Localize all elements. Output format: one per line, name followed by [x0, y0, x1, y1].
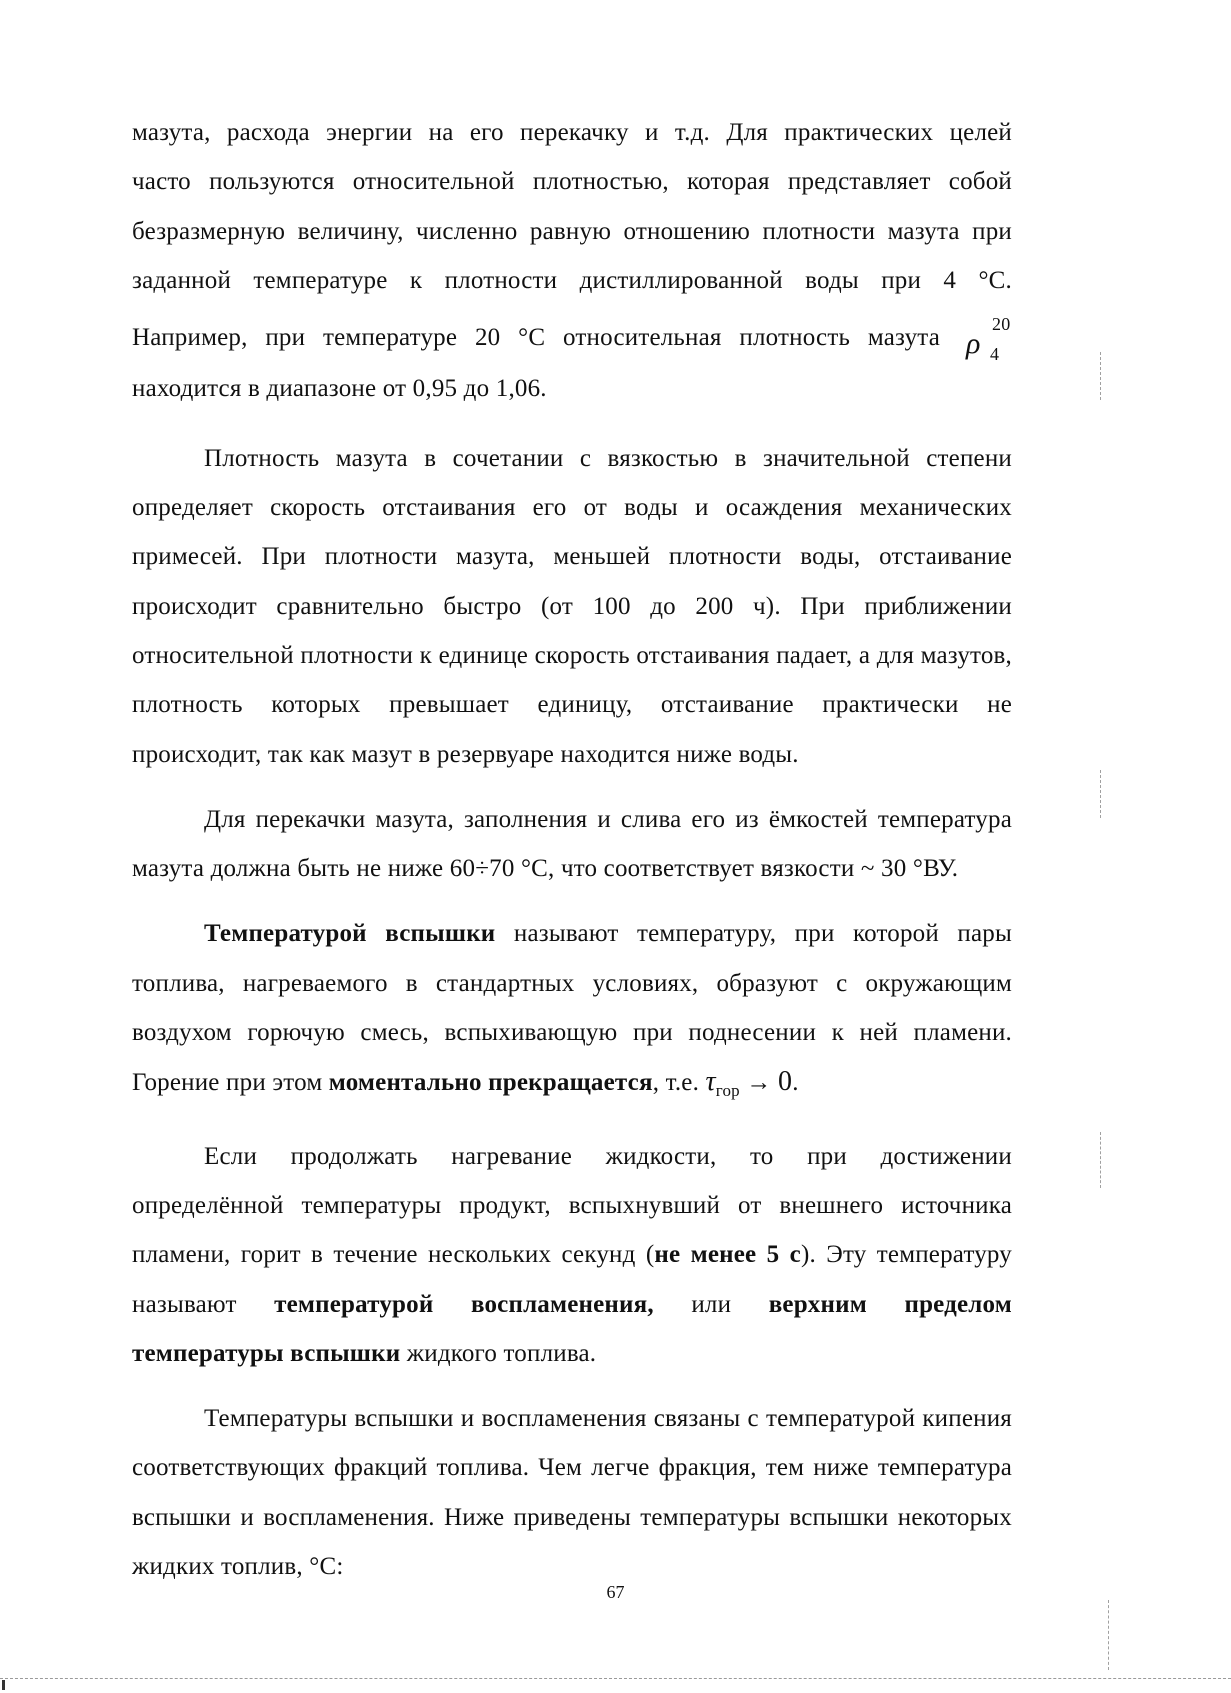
term-word: температурой: [274, 1290, 434, 1318]
term-flash-point: Температурой вспышки: [204, 920, 496, 948]
scan-artifact: [2, 1680, 5, 1690]
paragraph-ignition-point: [132, 1132, 1012, 1378]
term-word: воспламенения,: [470, 1290, 654, 1318]
text-line: часто пользуются относительной плотностью, которая представляет собой: [132, 168, 1012, 196]
text-line: определённой температуры продукт, вспыхнувший от внешнего источника: [132, 1191, 1012, 1219]
text-line: мазута, расхода энергии на его перекачку и т.д. Для практических целей: [132, 119, 1012, 146]
text-line-with-formula: [132, 313, 1012, 365]
text-line: [132, 1230, 1012, 1279]
paragraph-settling: Плотность мазута в сочетании с вязкостью в значительной степени определяет скорость отстаивания его от воды и осаждения механических примесей. При плотности мазута, меньшей плотности воды, отстаивание происходит сравнительно быстро (от 100 до 200 ч). При приближении относительной плотности к единице скорость отстаивания падает, а для мазутов, плотность которых превышает единицу, отстаивание практически не происходит, так как мазут в резервуаре находится ниже воды.: [132, 444, 1012, 768]
page-number: 67: [606, 1582, 625, 1602]
page-bottom-rule: [0, 1678, 1231, 1679]
word: Если: [204, 1142, 258, 1170]
word: называют: [132, 1290, 237, 1318]
paragraph-pumping-temperature: Для перекачки мазута, заполнения и слива его из ёмкостей температура мазута должна быть не ниже 60÷70 °С, что соответствует вязкости ~ 30 °ВУ.: [132, 805, 1012, 883]
term-word: верхним: [768, 1290, 867, 1318]
paragraph-density-definition: [132, 108, 1012, 414]
text-line: [132, 1329, 1012, 1378]
rho-formula: [960, 314, 1012, 365]
word: достижении: [880, 1142, 1012, 1170]
word: нагревание: [451, 1142, 573, 1170]
text-run: , т.е.: [652, 1069, 706, 1097]
text-run: жидкого топлива.: [400, 1339, 597, 1367]
term-word: пределом: [904, 1290, 1012, 1318]
paragraph-boiling-relation: Температуры вспышки и воспламенения связаны с температурой кипения соответствующих фракций топлива. Чем легче фракция, тем ниже температура вспышки и воспламенения. Ниже приведены температуры вспышки некоторых жидких топлив, °С:: [132, 1405, 1012, 1581]
tau-symbol: τ: [705, 1066, 716, 1098]
document-body: [132, 108, 1012, 1591]
word: или: [691, 1290, 732, 1318]
text-line: заданной температуре к плотности дистиллированной воды при 4 °С.: [132, 266, 1012, 294]
word: при: [807, 1142, 847, 1170]
word: то: [750, 1142, 774, 1170]
term-upper-limit: температуры вспышки: [132, 1339, 401, 1367]
text-run: называют температуру, при которой пары топлива, нагреваемого в стандартных условиях, образуют с окружающим воздухом горючую смесь, вспыхивающую при поднесении к ней пламени. Горение при этом: [132, 920, 1012, 1097]
rho-superscript: 20: [992, 314, 1011, 335]
paragraph-flash-point: [132, 909, 1012, 1115]
text-run: .: [792, 1069, 799, 1097]
text-line: [132, 1280, 1012, 1329]
scan-artifact: [1100, 352, 1101, 400]
text-line: Например, при температуре 20 °С относительная плотность мазута: [132, 324, 940, 352]
scan-artifact: [1108, 1600, 1109, 1670]
text-line: [132, 1132, 1012, 1181]
word: жидкости,: [605, 1142, 717, 1170]
text-run: пламени, горит в течение нескольких секунд (: [132, 1241, 655, 1269]
rho-symbol: ρ: [966, 327, 981, 361]
scan-artifact: [1100, 770, 1101, 818]
text-line: находится в диапазоне от 0,95 до 1,06.: [132, 375, 547, 403]
term-min-duration: не менее 5 с: [654, 1241, 801, 1269]
rho-subscript: 4: [990, 344, 1000, 365]
text-line: безразмерную величину, численно равную отношению плотности мазута при: [132, 217, 1012, 245]
text-run: ). Эту температуру: [800, 1241, 1013, 1269]
zero-value: 0: [777, 1066, 793, 1098]
word: продолжать: [290, 1142, 418, 1170]
tau-subscript: гор: [715, 1081, 740, 1101]
arrow-symbol: →: [739, 1069, 778, 1097]
scan-artifact: [1100, 1132, 1101, 1188]
term-instant-stop: моментально прекращается: [328, 1069, 653, 1097]
